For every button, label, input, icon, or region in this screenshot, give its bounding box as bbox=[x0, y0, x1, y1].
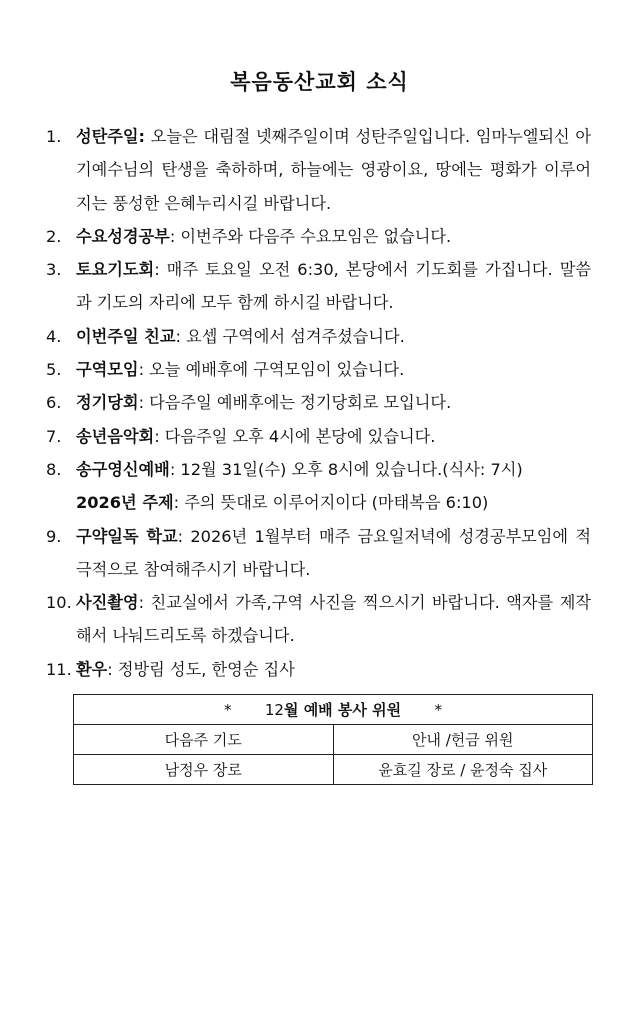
item-keyword: 정기당회 bbox=[76, 393, 139, 413]
news-item-11 bbox=[46, 653, 591, 686]
col2-header: 안내 /헌금 위원 bbox=[333, 725, 593, 755]
item-number: 2. bbox=[46, 226, 62, 246]
item-number: 11. bbox=[46, 659, 72, 679]
table-month: 12 bbox=[264, 701, 284, 719]
item-text: : 다음주일 오후 4시에 본당에 있습니다. bbox=[154, 426, 436, 446]
col1-value: 남정우 장로 bbox=[74, 755, 334, 785]
item-text: : 2026년 1월부터 매주 금요일저녁에 성경공부모임에 적극적으로 참여해주시기 바랍니다. bbox=[76, 526, 591, 579]
theme-text: : 주의 뜻대로 이루어지이다 (마태복음 6:10) bbox=[173, 493, 489, 513]
item-number: 5. bbox=[46, 360, 62, 380]
news-item-10 bbox=[46, 586, 591, 653]
news-item-7 bbox=[46, 420, 591, 453]
item-number: 4. bbox=[46, 326, 62, 346]
news-item-2 bbox=[46, 220, 591, 253]
item-text: : 이번주와 다음주 수요모임은 없습니다. bbox=[169, 226, 452, 246]
news-list bbox=[46, 120, 591, 686]
col1-header: 다음주 기도 bbox=[74, 725, 334, 755]
item-text: : 오늘 예배후에 구역모임이 있습니다. bbox=[138, 360, 405, 380]
item-keyword: 사진촬영 bbox=[76, 593, 139, 613]
item-number: 9. bbox=[46, 526, 62, 546]
item-text: : 12월 31일(수) 오후 8시에 있습니다.(식사: 7시) bbox=[169, 459, 523, 479]
news-item-3 bbox=[46, 253, 591, 320]
item-number: 1. bbox=[46, 127, 62, 146]
table-header-row bbox=[74, 725, 593, 755]
item-number: 7. bbox=[46, 426, 62, 446]
theme-keyword: 2026년 주제 bbox=[76, 493, 174, 513]
item-text: : 다음주일 예배후에는 정기당회로 모입니다. bbox=[138, 393, 452, 413]
item-number: 8. bbox=[46, 459, 62, 479]
item-text: : 요셉 구역에서 섬겨주셨습니다. bbox=[175, 326, 405, 346]
item-text: : 매주 토요일 오전 6:30, 본당에서 기도회를 가집니다. 말씀과 기도의 자리에 모두 함께 하시길 바랍니다. bbox=[76, 260, 591, 313]
item-keyword: 수요성경공부 bbox=[76, 226, 170, 246]
news-item-9 bbox=[46, 520, 591, 587]
col2-value: 윤효길 장로 / 윤정숙 집사 bbox=[333, 755, 593, 785]
item-keyword: 송년음악회 bbox=[76, 426, 155, 446]
item-text: 오늘은 대림절 넷째주일이며 성탄주일입니다. 임마누엘되신 아기예수님의 탄생을 축하하며, 하늘에는 영광이요, 땅에는 평화가 이루어지는 풍성한 은혜누리시길 바랍니다. bbox=[76, 127, 591, 213]
star-right: * bbox=[434, 701, 442, 719]
item-number: 6. bbox=[46, 393, 62, 413]
item-keyword: 토요기도회 bbox=[76, 260, 155, 280]
item-text: : 친교실에서 가족,구역 사진을 찍으시기 바랍니다. 액자를 제작해서 나눠드리도록 하겠습니다. bbox=[76, 593, 591, 646]
table-row bbox=[74, 755, 593, 785]
service-committee-table bbox=[73, 694, 593, 785]
item-number: 10. bbox=[46, 593, 72, 613]
news-item-6 bbox=[46, 386, 591, 419]
news-item-4 bbox=[46, 320, 591, 353]
news-item-5 bbox=[46, 353, 591, 386]
item-keyword: 환우 bbox=[76, 659, 108, 679]
item-keyword: 송구영신예배 bbox=[76, 459, 170, 479]
page-title: 복음동산교회 소식 bbox=[230, 70, 409, 94]
news-item-1 bbox=[46, 120, 591, 220]
item-keyword: 성탄주일: bbox=[76, 127, 146, 146]
news-item-8 bbox=[46, 453, 591, 486]
item-text: : 정방림 성도, 한영순 집사 bbox=[107, 659, 295, 679]
table-title-cell bbox=[74, 695, 593, 725]
item-keyword: 구역모임 bbox=[76, 360, 139, 380]
item-keyword: 이번주일 친교 bbox=[76, 326, 176, 346]
year-theme bbox=[46, 486, 591, 519]
star-left: * bbox=[224, 701, 232, 719]
item-keyword: 구약일독 학교 bbox=[76, 526, 178, 546]
table-title: 월 예배 봉사 위원 bbox=[283, 701, 402, 719]
item-number: 3. bbox=[46, 260, 62, 280]
table-title-row bbox=[74, 695, 593, 725]
